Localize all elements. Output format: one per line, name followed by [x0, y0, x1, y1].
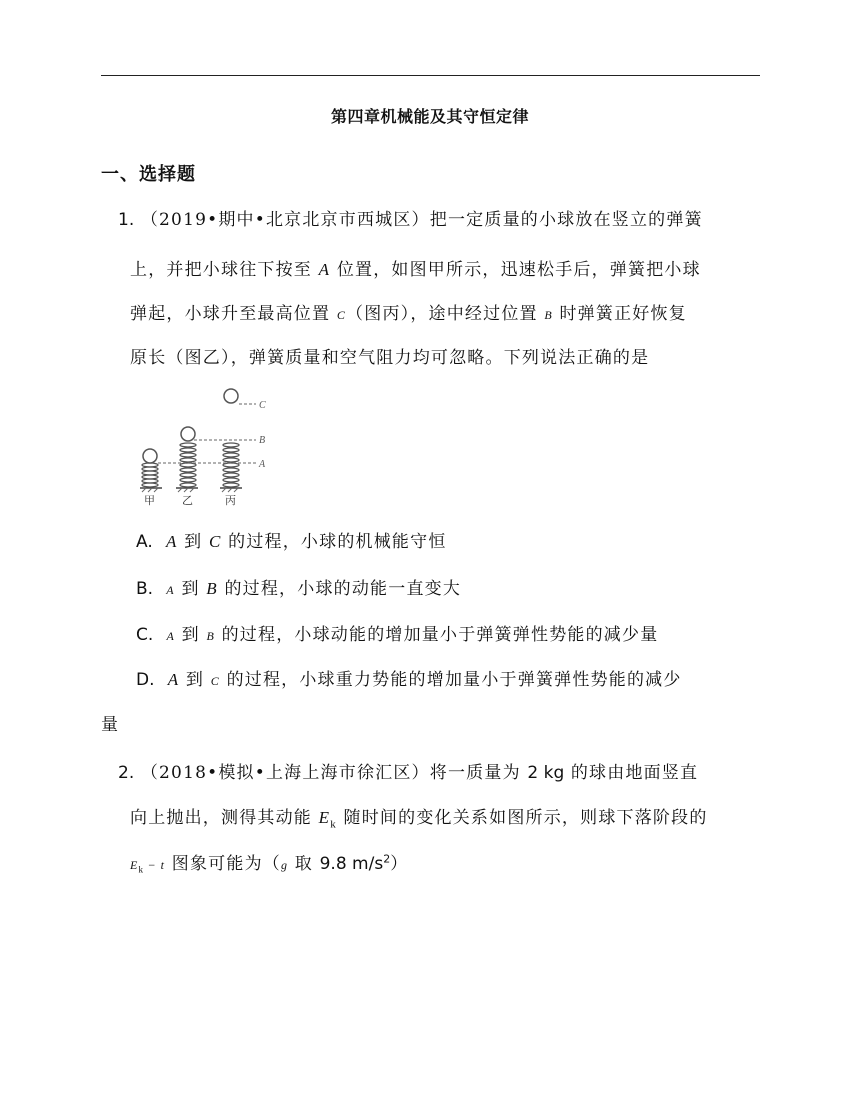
question-2-number: 2.	[118, 763, 135, 783]
ek-t-symbol: $E_k - t$	[130, 858, 166, 875]
question-1-line-2: 上，并把小球往下按至 A 位置，如图甲所示，迅速松手后，弹簧把小球	[130, 260, 701, 280]
ball-yi	[181, 427, 195, 441]
question-2-line-2: 向上抛出，测得其动能 $E_k$ 随时间的变化关系如图所示，则球下落阶段的	[130, 808, 708, 831]
option-d-wrap: 量	[101, 715, 120, 735]
spring-figure	[136, 382, 276, 510]
var-b: B	[544, 308, 553, 322]
option-b[interactable]: B. A 到 B 的过程，小球的动能一直变大	[136, 579, 462, 599]
question-1-line-3: 弹起，小球升至最高位置 C（图丙），途中经过位置 B 时弹簧正好恢复	[130, 304, 687, 324]
question-1-source: （2019•期中•北京北京市西城区）	[140, 210, 430, 230]
option-c[interactable]: C. A 到 B 的过程，小球动能的增加量小于弹簧弹性势能的减少量	[136, 625, 659, 645]
question-2-line-3: $E_k - t$ 图象可能为（g 取 9.8 $m/s^2$）	[130, 852, 409, 875]
spring-bing	[223, 443, 239, 487]
option-a[interactable]: A. A 到 C 的过程，小球的机械能守恒	[136, 532, 447, 552]
page-title: 第四章机械能及其守恒定律	[330, 107, 529, 126]
question-2-line-1: 2. （2018•模拟•上海上海市徐汇区）将一质量为 2 kg 的球由地面竖直	[118, 763, 699, 783]
var-a: A	[318, 260, 331, 279]
section-heading: 一、选择题	[101, 164, 196, 185]
header-rule	[101, 75, 760, 76]
label-c: C	[259, 400, 266, 411]
question-1-line-1: 1. （2019•期中•北京北京市西城区）把一定质量的小球放在竖立的弹簧	[118, 210, 703, 230]
caption-yi: 乙	[182, 494, 193, 507]
spring-jia	[142, 463, 158, 487]
ball-bing	[224, 389, 238, 403]
ball-jia	[143, 449, 157, 463]
caption-jia: 甲	[144, 494, 155, 507]
label-b: B	[259, 435, 266, 446]
level-lines	[158, 404, 256, 463]
caption-bing: 丙	[225, 494, 236, 507]
ek-symbol: $E_k$	[318, 808, 337, 831]
g-value: 9.8 $m/s^2$	[319, 852, 391, 874]
question-1-line-4: 原长（图乙），弹簧质量和空气阻力均可忽略。下列说法正确的是	[130, 348, 650, 368]
label-a: A	[259, 459, 266, 470]
option-d[interactable]: D. A 到 C 的过程，小球重力势能的增加量小于弹簧弹性势能的减少	[136, 670, 682, 690]
mass-value: 2 kg	[527, 763, 565, 783]
question-2-source: （2018•模拟•上海上海市徐汇区）	[140, 763, 430, 783]
question-1-number: 1.	[118, 210, 135, 230]
var-c: C	[336, 308, 347, 322]
g-symbol: g	[280, 858, 289, 872]
spring-yi	[180, 443, 196, 487]
